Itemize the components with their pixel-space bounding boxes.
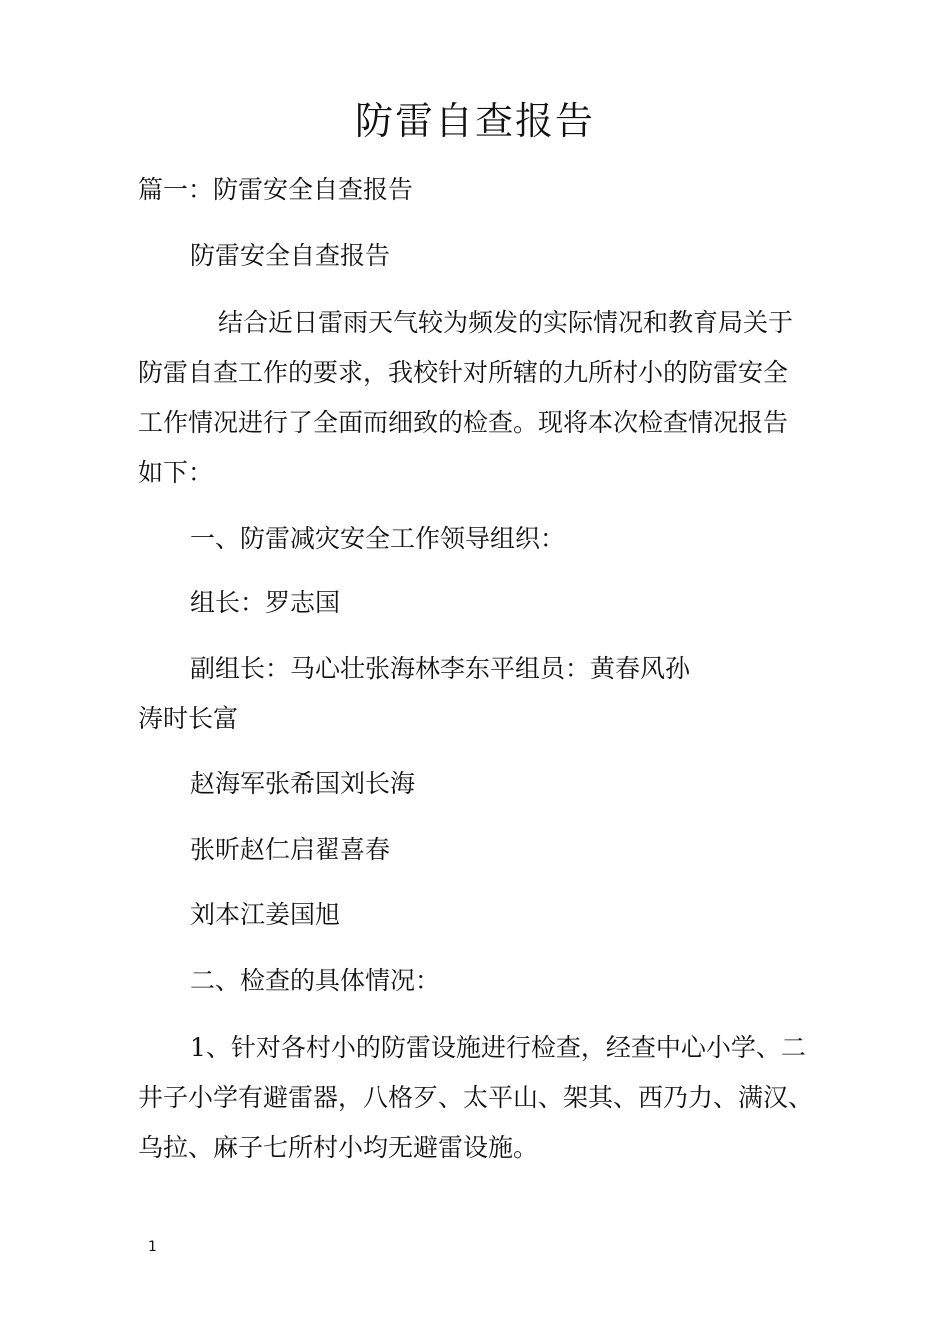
members-line-2: 张昕赵仁启翟喜春 [190,835,391,864]
item1-line-3: 乌拉、麻子七所村小均无避雷设施。 [138,1133,539,1162]
members-line-1: 赵海军张希国刘长海 [190,769,416,798]
deputy-line-1: 副组长：马心壮张海林李东平组员：黄春风孙 [190,654,691,683]
item1-line-2: 井子小学有避雷器，八格歹、太平山、架其、西乃力、满汉、 [138,1083,814,1112]
item1-line-1: 1、针对各村小的防雷设施进行检查，经查中心小学、二 [190,1033,806,1062]
subtitle: 防雷安全自查报告 [190,241,391,270]
leader-line: 组长：罗志国 [190,588,341,617]
document-title: 防雷自查报告 [354,99,595,143]
part2-heading: 二、检查的具体情况： [190,966,441,995]
intro-line-2: 防雷自查工作的要求，我校针对所辖的九所村小的防雷安全 [138,358,789,387]
intro-line-4: 如下： [138,458,214,487]
deputy-line-2: 涛时长富 [138,704,239,733]
intro-line-1: 结合近日雷雨天气较为频发的实际情况和教育局关于 [218,308,794,337]
part1-heading: 一、防雷减灾安全工作领导组织： [190,524,566,553]
members-line-3: 刘本江姜国旭 [190,900,341,929]
intro-line-3: 工作情况进行了全面而细致的检查。现将本次检查情况报告 [138,408,789,437]
page-number: 1 [148,1239,157,1255]
section-heading: 篇一：防雷安全自查报告 [138,175,414,204]
